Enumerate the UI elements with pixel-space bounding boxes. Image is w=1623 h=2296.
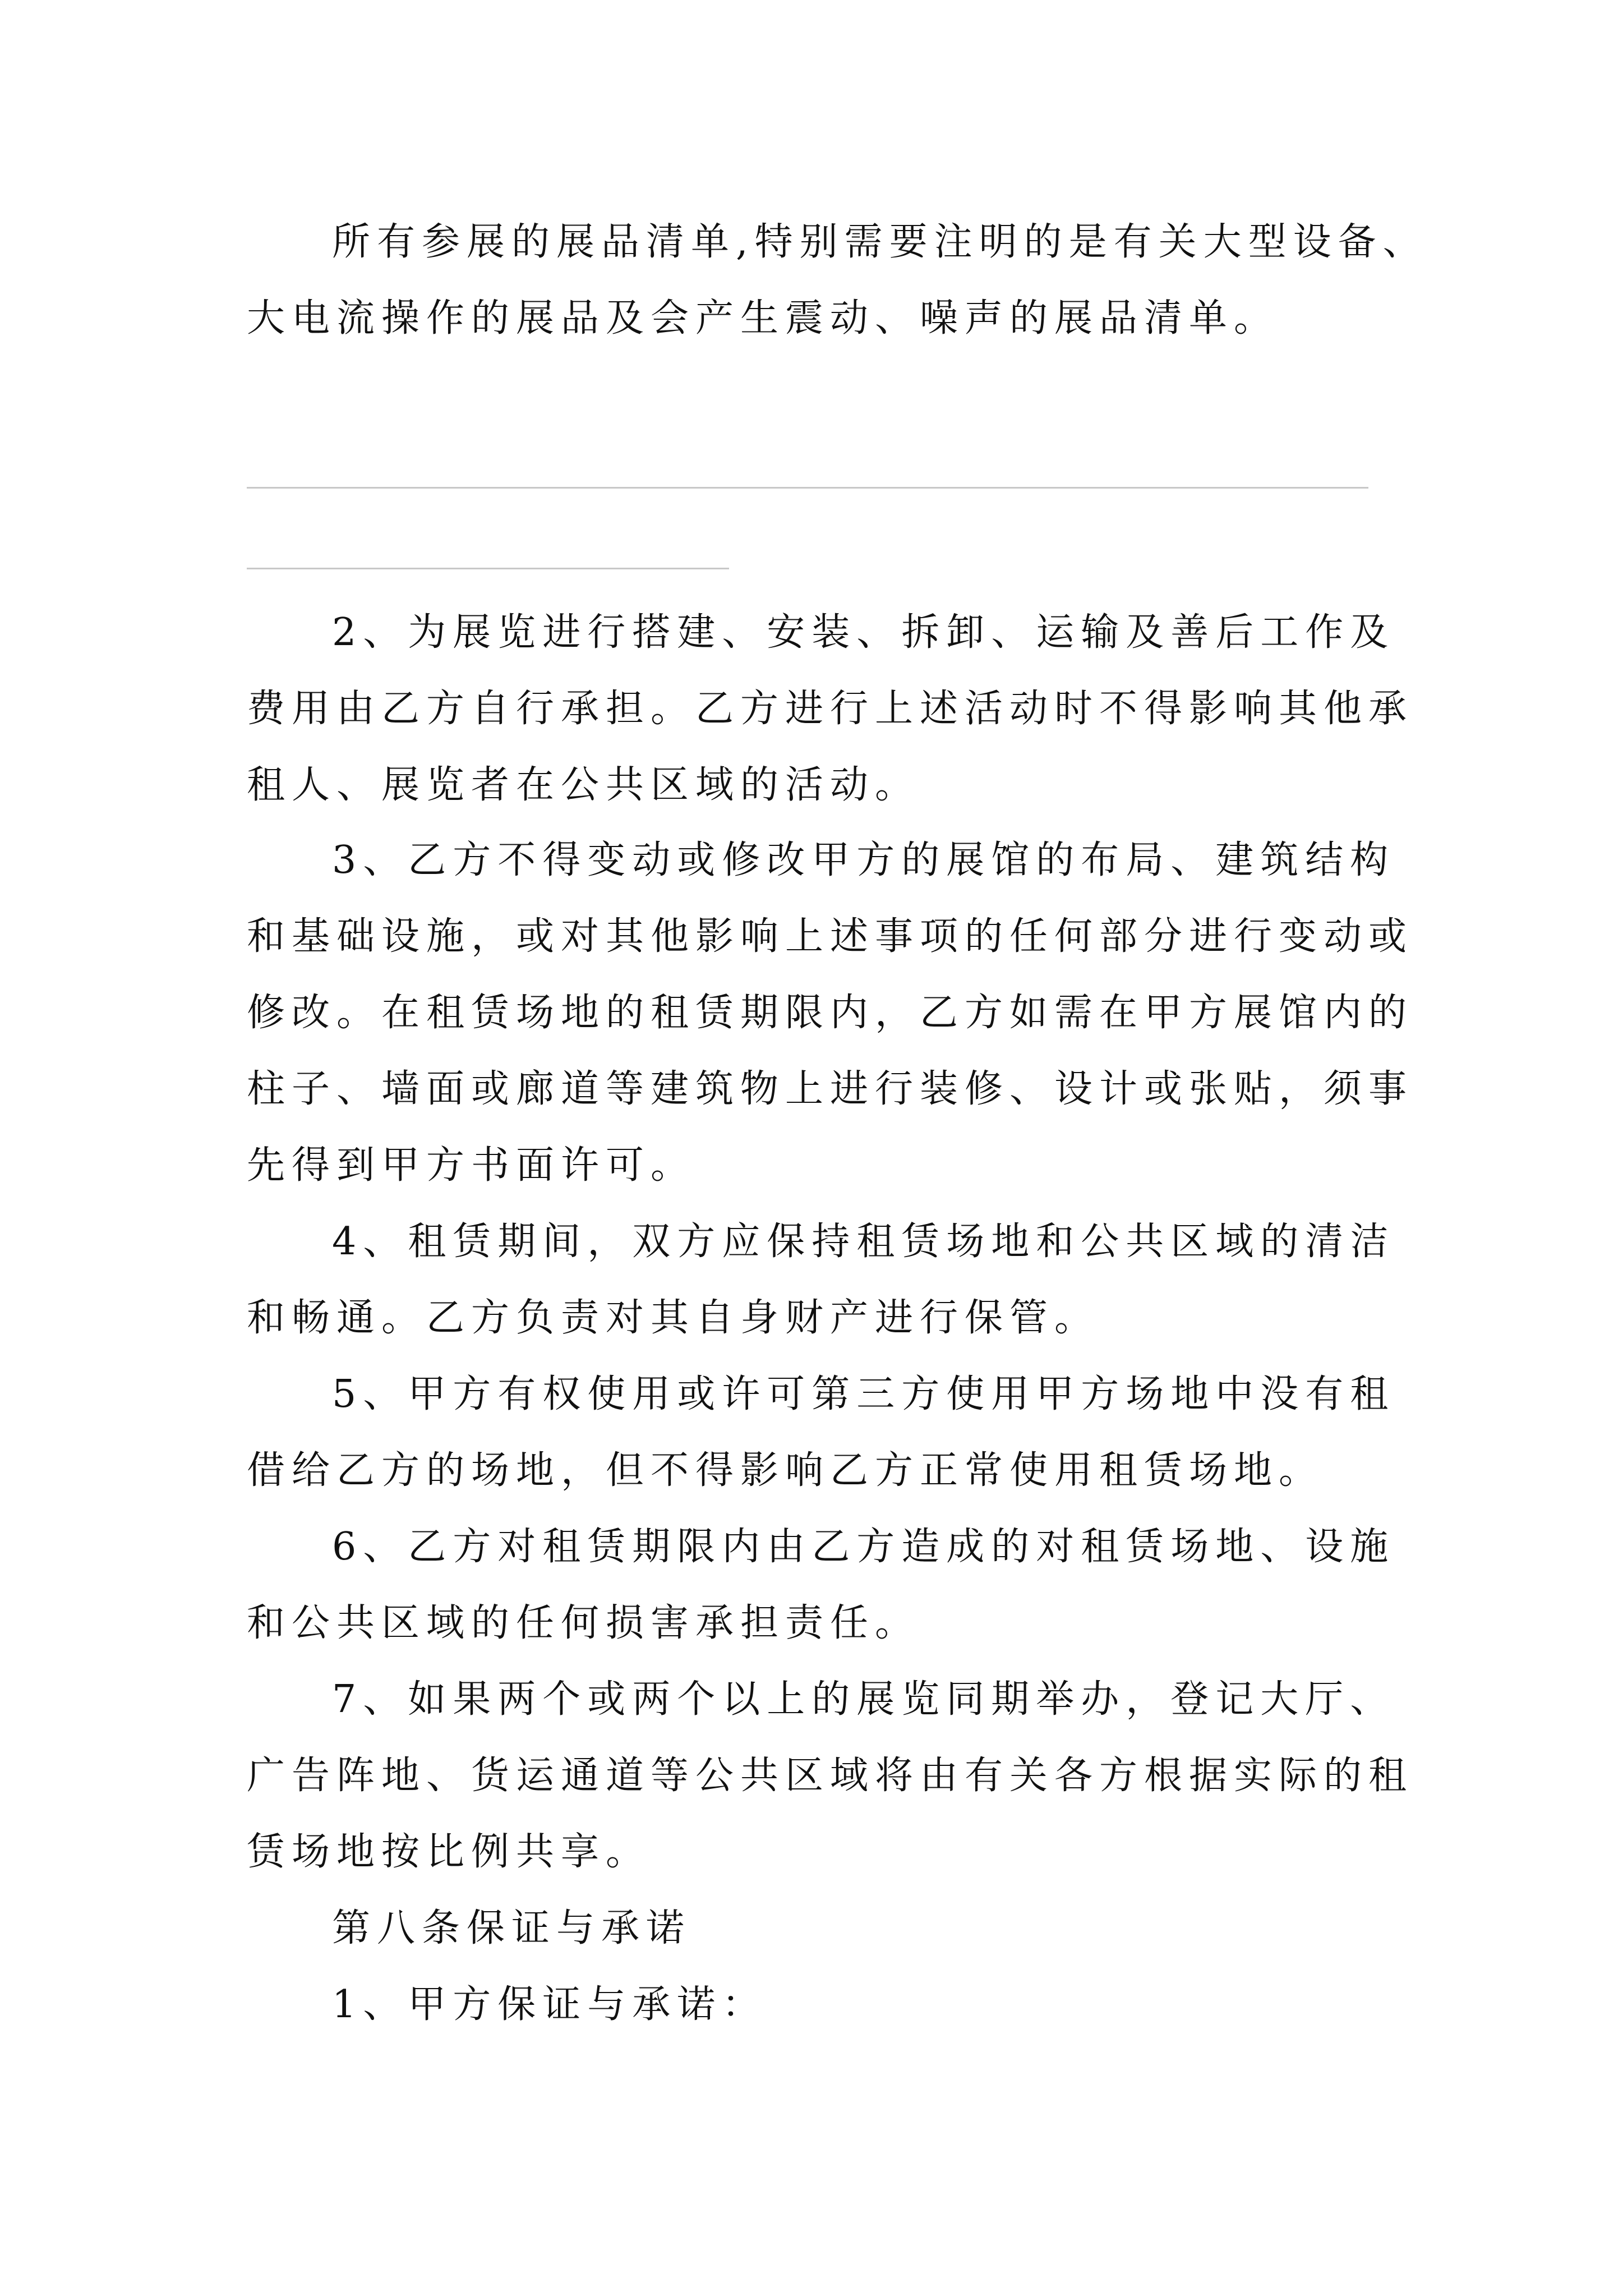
- clause-line: 5、甲方有权使用或许可第三方使用甲方场地中没有租: [332, 1372, 1395, 1416]
- clause-item-5: [247, 1356, 1395, 1509]
- clause-line: 修改。在租赁场地的租赁期限内，乙方如需在甲方展馆内的: [247, 991, 1414, 1035]
- clause-line: 先得到甲方书面许可。: [247, 1143, 696, 1188]
- intro-line-2: 大电流操作的展品及会产生震动、噪声的展品清单。: [247, 296, 1279, 341]
- clause-line: 费用由乙方自行承担。乙方进行上述活动时不得影响其他承: [247, 687, 1414, 731]
- clause-line: 3、乙方不得变动或修改甲方的展馆的布局、建筑结构: [332, 838, 1395, 882]
- clause-line: 和公共区域的任何损害承担责任。: [247, 1601, 920, 1645]
- clause-item-4: [247, 1204, 1395, 1356]
- clause-item-2: [247, 595, 1414, 823]
- section-heading: 第八条保证与承诺: [332, 1906, 691, 1950]
- clause-line: 广告阵地、货运通道等公共区域将由有关各方根据实际的租: [247, 1754, 1414, 1798]
- clause-line: 7、如果两个或两个以上的展览同期举办，登记大厅、: [332, 1677, 1395, 1722]
- clause-line: 和畅通。乙方负责对其自身财产进行保管。: [247, 1296, 1100, 1340]
- subsection-heading: 1、甲方保证与承诺：: [332, 1982, 767, 2027]
- intro-line-1: 所有参展的展品清单,特别需要注明的是有关大型设备、: [332, 220, 1428, 264]
- section-heading-block: [247, 1890, 1391, 2043]
- clause-line: 借给乙方的场地，但不得影响乙方正常使用租赁场地。: [247, 1448, 1324, 1493]
- divider-line-short: [247, 568, 729, 569]
- clause-item-3: [247, 822, 1414, 1204]
- clause-line: 租人、展览者在公共区域的活动。: [247, 763, 920, 807]
- clause-line: 柱子、墙面或廊道等建筑物上进行装修、设计或张贴，须事: [247, 1067, 1414, 1111]
- intro-paragraph: [247, 204, 1428, 357]
- clause-line: 4、租赁期间，双方应保持租赁场地和公共区域的清洁: [332, 1220, 1395, 1264]
- clause-item-6: [247, 1509, 1395, 1662]
- clause-item-7: [247, 1662, 1414, 1890]
- divider-line-long: [247, 487, 1368, 489]
- clause-line: 6、乙方对租赁期限内由乙方造成的对租赁场地、设施: [332, 1525, 1395, 1569]
- clause-line: 和基础设施，或对其他影响上述事项的任何部分进行变动或: [247, 914, 1414, 959]
- clause-line: 赁场地按比例共享。: [247, 1830, 651, 1874]
- clause-line: 2、为展览进行搭建、安装、拆卸、运输及善后工作及: [332, 610, 1395, 655]
